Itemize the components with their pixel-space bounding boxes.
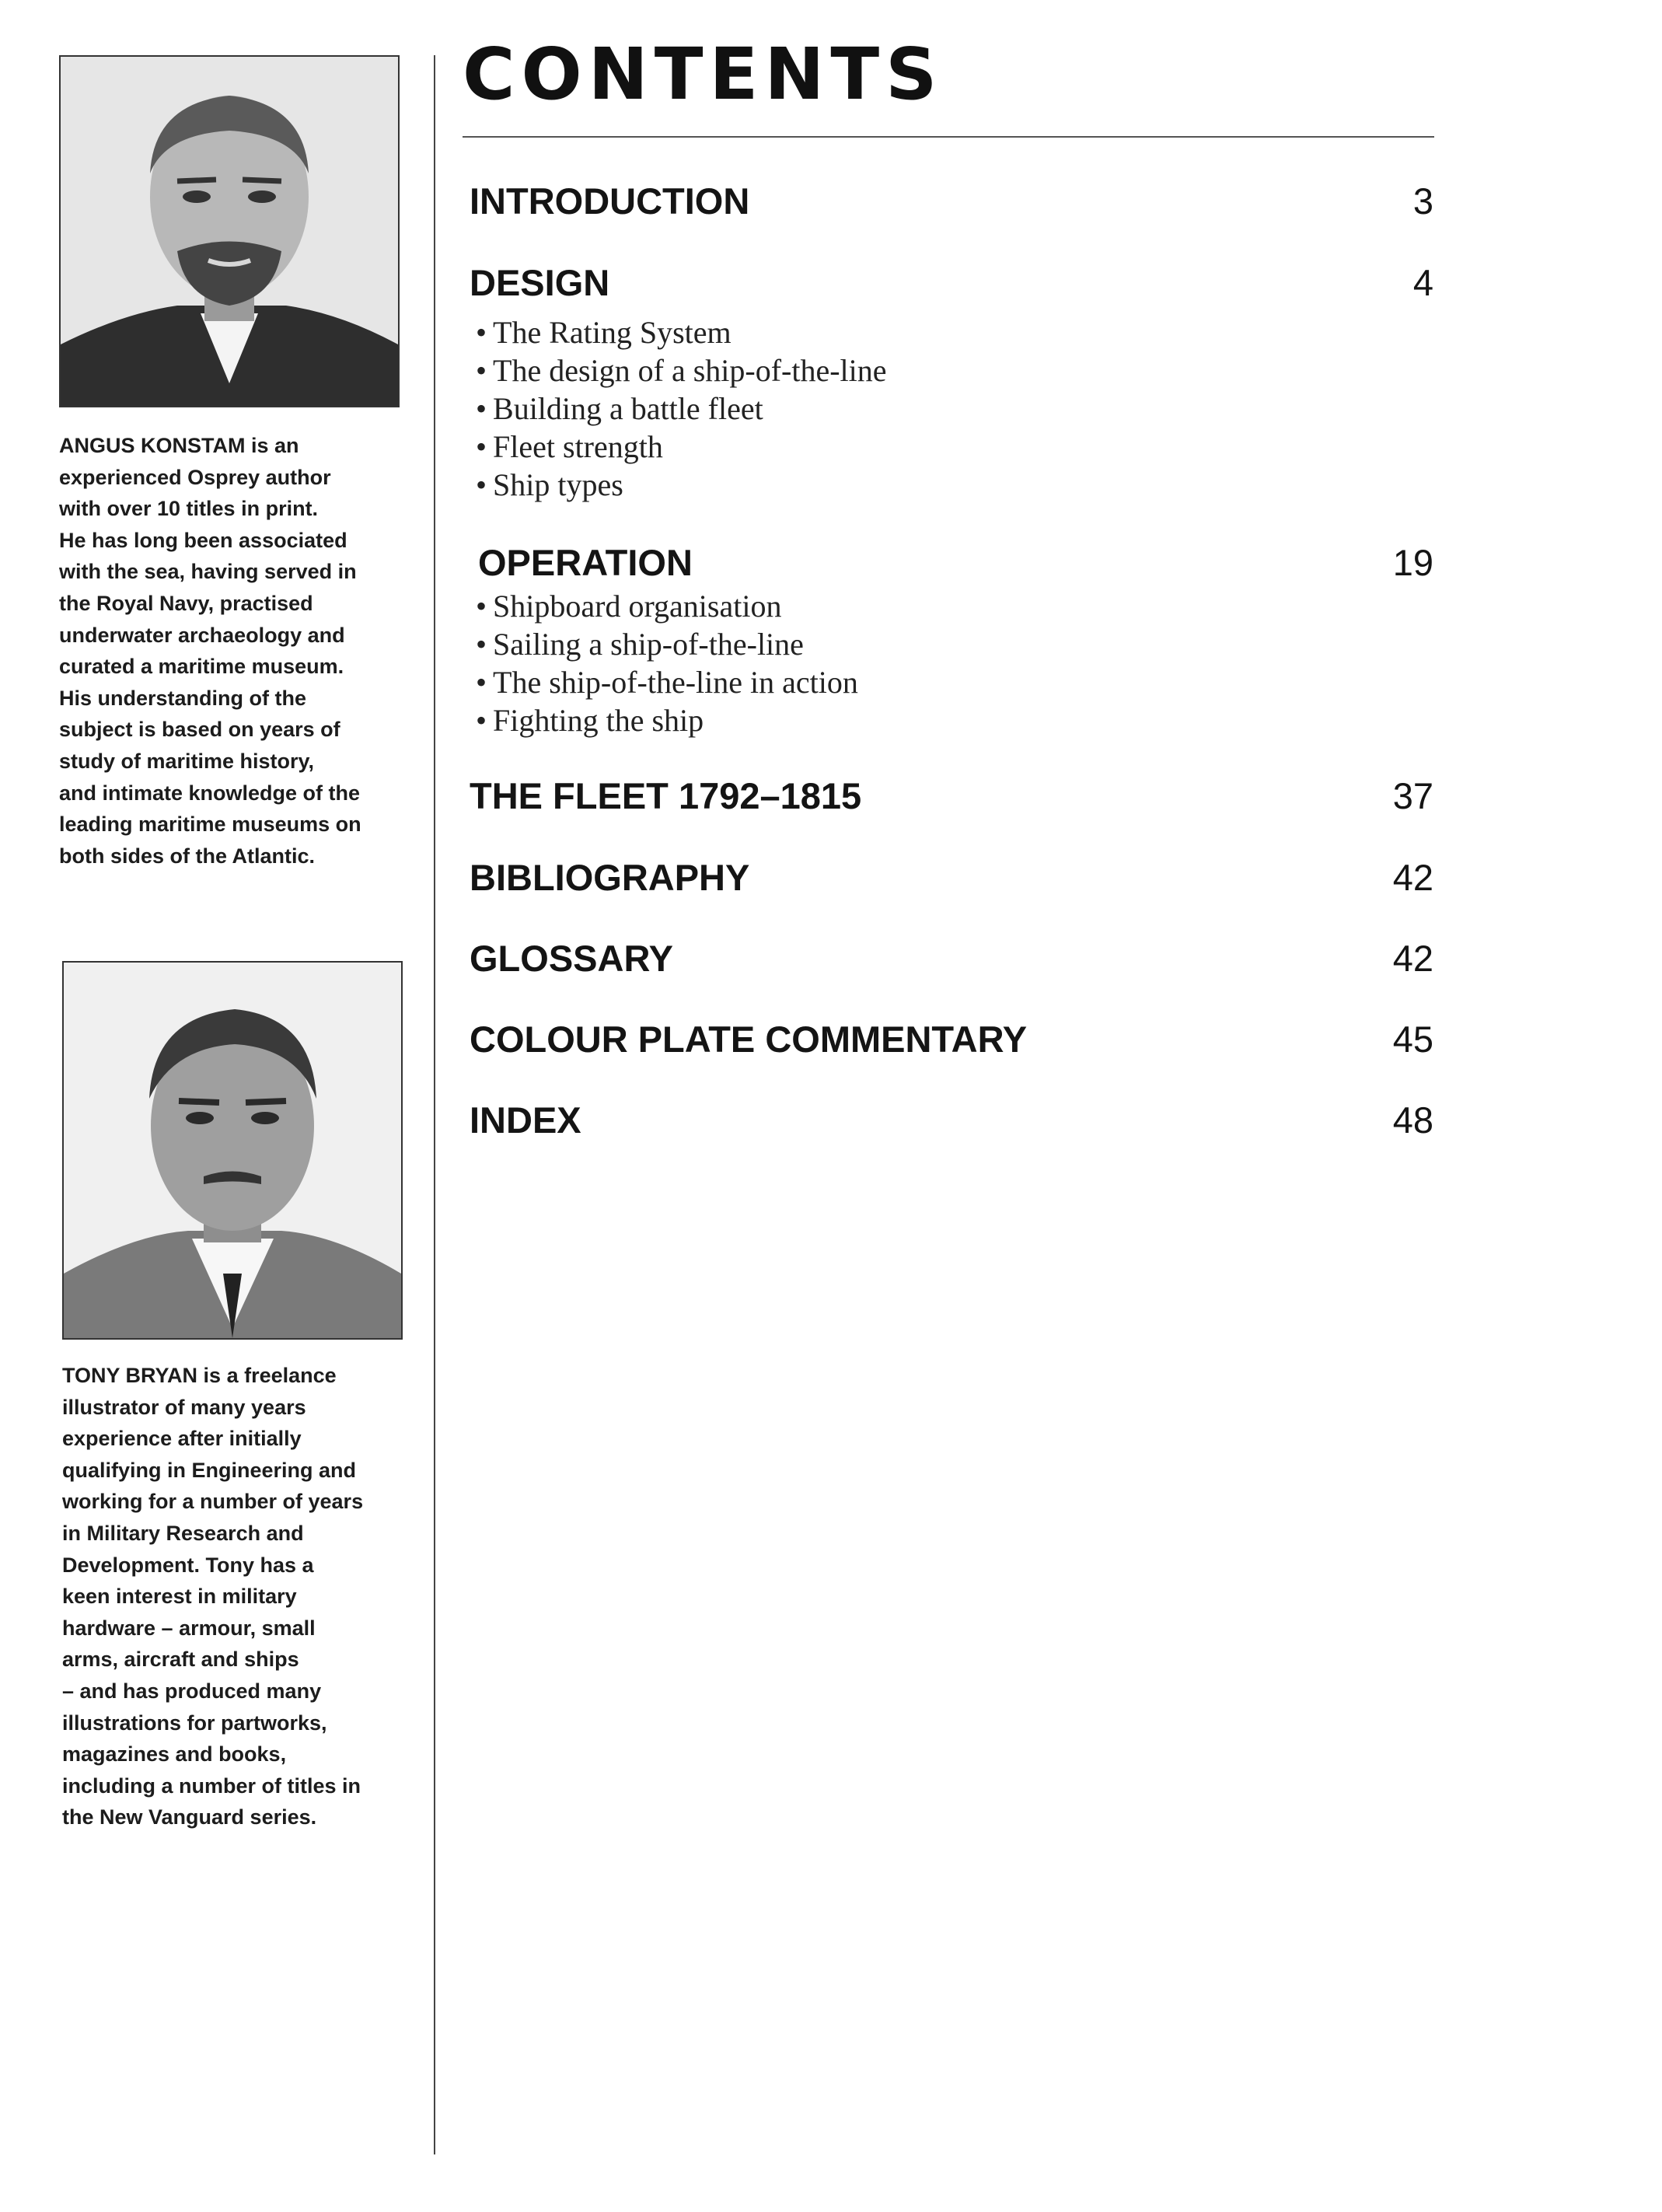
column-divider [434,55,435,2154]
illustrator-bio-line: including a number of titles in [62,1773,361,1798]
illustrator-bio-line: hardware – armour, small [62,1616,316,1640]
toc-subsection-item[interactable] [476,313,887,351]
illustrator-bio-line: working for a number of years [62,1490,364,1514]
author-bio-line: He has long been associated [59,528,347,552]
author-bio-line: His understanding of the [59,686,307,710]
toc-entry-title: INDEX [470,1099,581,1141]
author-bio-line: subject is based on years of [59,718,340,742]
toc-subsection-label: Ship types [493,467,623,502]
illustrator-bio-line: experience after initially [62,1427,302,1451]
toc-subsection-label: Sailing a ship-of-the-line [493,627,804,662]
author-bio-line: leading maritime museums on [59,812,361,837]
illustrator-bio-line: TONY BRYAN is a freelance [62,1364,337,1387]
toc-entry-page: 42 [1392,937,1433,979]
author-bio-line: ANGUS KONSTAM is an [59,434,299,457]
bullet-icon: • [476,315,487,350]
toc-subsection-label: Fighting the ship [493,703,704,738]
toc-entry-title: BIBLIOGRAPHY [470,856,750,898]
illustrator-photo-image [64,963,401,1338]
illustrator-bio-line: in Military Research and [62,1521,304,1545]
illustrator-bio-line: – and has produced many [62,1679,322,1703]
toc-entry[interactable] [478,539,1433,585]
author-bio-line: the Royal Navy, practised [59,591,313,615]
toc-subsection-item[interactable] [476,390,887,428]
toc-subsection-label: Fleet strength [493,429,663,464]
illustrator-bio-line: illustrations for partworks, [62,1711,327,1735]
toc-entry[interactable] [470,772,1433,819]
author-bio-line: study of maritime history, [59,749,315,773]
bullet-icon: • [476,627,487,662]
toc-entry[interactable] [470,935,1433,981]
toc-entry-page: 19 [1392,541,1433,583]
author-bio-line: with over 10 titles in print. [59,497,319,521]
author-bio-line: underwater archaeology and [59,623,345,647]
toc-subsection-label: Building a battle fleet [493,391,763,426]
toc-entry-page: 42 [1392,856,1433,898]
illustrator-bio-line: qualifying in Engineering and [62,1458,357,1482]
toc-entry[interactable] [470,854,1433,900]
toc-subsection-item[interactable] [476,428,887,466]
toc-subsection-label: The design of a ship-of-the-line [493,353,887,388]
toc-subsection-label: Shipboard organisation [493,589,782,624]
toc-subsection-item[interactable] [476,663,858,701]
bullet-icon: • [476,589,487,624]
toc-entry[interactable] [470,1015,1433,1062]
author-bio-line: both sides of the Atlantic. [59,844,316,868]
illustrator-bio-line: Development. Tony has a [62,1553,314,1577]
toc-entry-title: THE FLEET 1792–1815 [470,774,862,816]
bullet-icon: • [476,467,487,502]
author-bio-line: experienced Osprey author [59,465,331,489]
toc-entry-title: DESIGN [470,261,610,303]
toc-subsection-list [476,313,887,504]
toc-subsection-item[interactable] [476,625,858,663]
illustrator-bio-line: keen interest in military [62,1585,297,1609]
toc-subsection-item[interactable] [476,587,858,625]
toc-subsection-list [476,587,858,739]
toc-entry[interactable] [470,1096,1433,1143]
author-bio-line: with the sea, having served in [59,560,357,584]
bullet-icon: • [476,353,487,388]
illustrator-bio-line: arms, aircraft and ships [62,1648,299,1672]
toc-entry[interactable] [470,177,1433,224]
author-bio-line: curated a maritime museum. [59,655,344,679]
toc-entry-page: 3 [1412,180,1433,222]
toc-entry-title: INTRODUCTION [470,180,750,222]
author-photo-image [61,57,398,406]
toc-entry-title: GLOSSARY [470,937,674,979]
illustrator-bio-line: magazines and books, [62,1742,287,1766]
title-rule [463,136,1434,138]
illustrator-portrait [62,961,403,1340]
toc-entry-title: COLOUR PLATE COMMENTARY [470,1018,1028,1060]
author-bio [59,430,409,872]
toc-entry-page: 45 [1392,1018,1433,1060]
toc-entry-title: OPERATION [478,541,693,583]
bullet-icon: • [476,703,487,738]
toc-subsection-item[interactable] [476,466,887,504]
toc-entry[interactable] [470,259,1433,306]
bullet-icon: • [476,391,487,426]
toc-subsection-item[interactable] [476,701,858,739]
toc-subsection-item[interactable] [476,351,887,390]
toc-entry-page: 37 [1392,774,1433,816]
illustrator-bio-line: illustrator of many years [62,1395,306,1419]
page-title: CONTENTS [463,33,944,116]
toc-subsection-label: The Rating System [493,315,731,350]
bullet-icon: • [476,665,487,700]
author-portrait [59,55,400,407]
toc-subsection-label: The ship-of-the-line in action [493,665,858,700]
illustrator-bio [62,1360,412,1833]
illustrator-bio-line: the New Vanguard series. [62,1805,317,1829]
toc-entry-page: 4 [1412,261,1433,303]
author-bio-line: and intimate knowledge of the [59,781,361,805]
bullet-icon: • [476,429,487,464]
toc-entry-page: 48 [1392,1099,1433,1141]
